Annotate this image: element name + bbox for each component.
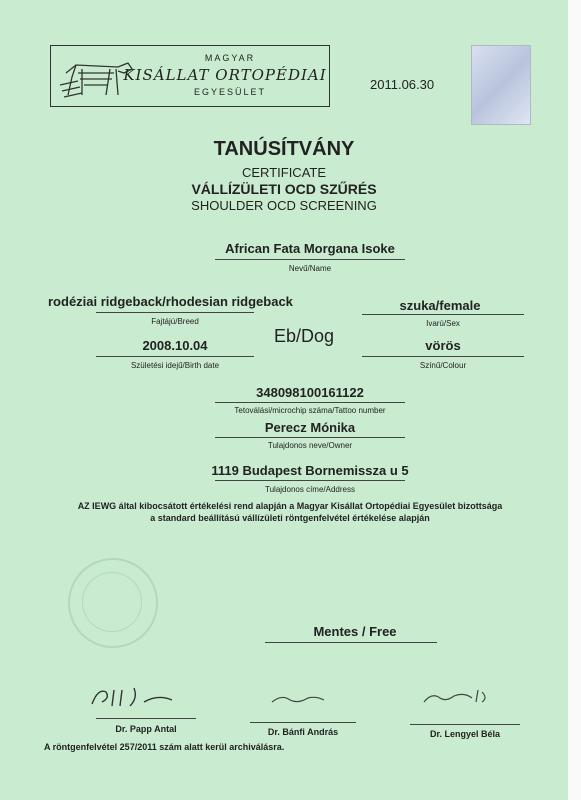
breed-label: Fajtájú/Breed <box>151 317 199 326</box>
signatory-3: Dr. Lengyel Béla <box>429 729 501 739</box>
birth-date-label: Születési idejű/Birth date <box>130 361 220 370</box>
title-hungarian: TANÚSÍTVÁNY <box>213 138 355 160</box>
signature-banfi <box>268 690 328 710</box>
result-value: Mentes / Free <box>313 624 397 639</box>
signatory-1: Dr. Papp Antal <box>115 724 177 734</box>
sex-underline <box>362 314 524 315</box>
logo-text-bottom: EGYESÜLET <box>193 87 267 97</box>
dog-name-value: African Fata Morgana Isoke <box>225 241 395 256</box>
signature-line-2 <box>250 722 356 723</box>
signatory-2: Dr. Bánfi András <box>267 727 339 737</box>
sex-label: Ivarú/Sex <box>426 319 460 328</box>
breed-value: rodéziai ridgeback/rhodesian ridgeback <box>48 294 293 309</box>
microchip-label: Tetoválási/microchip száma/Tattoo number <box>234 406 386 415</box>
address-underline <box>215 480 405 481</box>
title-english: CERTIFICATE <box>241 165 327 180</box>
logo-text-top: MAGYAR <box>204 53 256 63</box>
scan-edge <box>568 0 581 800</box>
archive-note: A röntgenfelvétel 257/2011 szám alatt kerül archiválásra. <box>44 742 285 752</box>
breed-underline <box>96 312 254 313</box>
colour-value: vörös <box>425 338 461 353</box>
embossed-seal-inner <box>82 572 142 632</box>
birth-date-value: 2008.10.04 <box>142 338 208 353</box>
statement-line-1: AZ IEWG által kibocsátott értékelési rend alapján a Magyar Kisállat Ortopédiai Egyesület bizottsága <box>77 501 503 511</box>
microchip-underline <box>215 402 405 403</box>
logo-text-main: KISÁLLAT ORTOPÉDIAI <box>123 66 327 84</box>
statement-line-2: a standard beállítású vállízületi röntgenfelvétel értékelése alapján <box>150 513 430 523</box>
owner-underline <box>215 437 405 438</box>
colour-underline <box>362 356 524 357</box>
subject-english: SHOULDER OCD SCREENING <box>191 198 377 213</box>
issue-date: 2011.06.30 <box>370 77 435 92</box>
birth-date-underline <box>96 356 254 357</box>
address-label: Tulajdonos címe/Address <box>265 485 355 494</box>
hologram-sticker <box>471 45 531 125</box>
microchip-value: 348098100161122 <box>256 385 364 400</box>
sex-value: szuka/female <box>399 298 481 313</box>
signature-line-1 <box>96 718 196 719</box>
subject-hungarian: VÁLLÍZÜLETI OCD SZŰRÉS <box>191 181 377 197</box>
owner-label: Tulajdonos neve/Owner <box>267 441 353 450</box>
owner-value: Perecz Mónika <box>264 420 356 435</box>
signature-papp <box>88 684 183 710</box>
result-underline <box>265 642 437 643</box>
colour-label: Színű/Colour <box>419 361 467 370</box>
evaluation-statement <box>60 500 520 524</box>
signature-lengyel <box>420 686 495 708</box>
signature-line-3 <box>410 724 520 725</box>
address-value: 1119 Budapest Bornemissza u 5 <box>211 463 409 478</box>
species-value: Eb/Dog <box>274 326 335 346</box>
name-underline <box>215 259 405 260</box>
dog-name-label: Nevű/Name <box>288 264 332 273</box>
